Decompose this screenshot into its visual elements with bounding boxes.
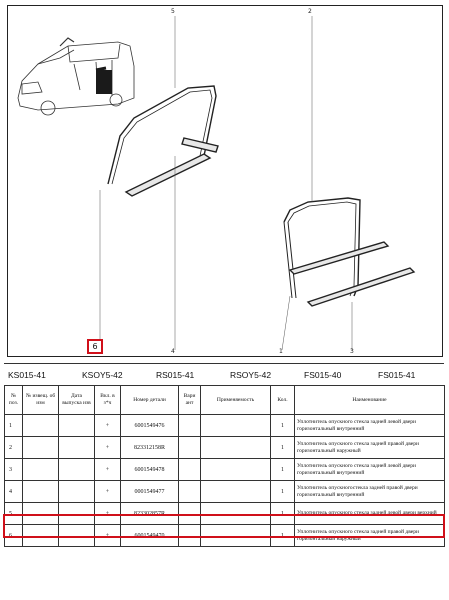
header-variant: Вари ант — [179, 386, 201, 415]
row-applicability — [201, 481, 271, 503]
row-pos: 3 — [5, 459, 23, 481]
applicability-codes — [4, 366, 444, 384]
header-date: Дата выпуска изв — [59, 386, 95, 415]
row-included: + — [95, 437, 121, 459]
row-included: + — [95, 415, 121, 437]
row-included: + — [95, 503, 121, 525]
row-included: + — [95, 459, 121, 481]
row-date — [59, 415, 95, 437]
row-pos: 5 — [5, 503, 23, 525]
table-row[interactable] — [5, 415, 445, 437]
code-label: KS015-41 — [8, 370, 46, 380]
table-row[interactable] — [5, 481, 445, 503]
row-included: + — [95, 525, 121, 547]
row-applicability — [201, 415, 271, 437]
row-variant — [179, 459, 201, 481]
diagram-drawing — [8, 6, 444, 358]
row-part-number: 0001549477 — [121, 481, 179, 503]
row-name: Уплотнитель опускногостекла задней правой двери горизонтальный внутренний — [295, 481, 445, 503]
row-notice — [23, 481, 59, 503]
row-applicability — [201, 459, 271, 481]
row-applicability — [201, 437, 271, 459]
row-notice — [23, 459, 59, 481]
row-name: Уплотнитель опускного стекла задней правой двери горизонтальный наружный — [295, 437, 445, 459]
header-notice: № извещ. об изм — [23, 386, 59, 415]
row-notice — [23, 525, 59, 547]
row-part-number: 6001549476 — [121, 415, 179, 437]
row-notice — [23, 503, 59, 525]
table-row[interactable] — [5, 503, 445, 525]
row-notice — [23, 415, 59, 437]
row-included: + — [95, 481, 121, 503]
code-label: FS015-41 — [378, 370, 416, 380]
row-qty: 1 — [271, 437, 295, 459]
row-applicability — [201, 525, 271, 547]
row-notice — [23, 437, 59, 459]
row-variant — [179, 525, 201, 547]
callout-1: 1 — [279, 348, 283, 355]
table-row-selected[interactable] — [5, 525, 445, 547]
header-pos: № поз. — [5, 386, 23, 415]
table-row[interactable] — [5, 459, 445, 481]
row-part-number: 6001549470 — [121, 525, 179, 547]
table-row[interactable] — [5, 437, 445, 459]
row-qty: 1 — [271, 525, 295, 547]
row-variant — [179, 503, 201, 525]
header-part-number: Номер детали — [121, 386, 179, 415]
header-included: Вкл. в з*ч — [95, 386, 121, 415]
car-illustration — [18, 38, 134, 115]
row-name: Уплотнитель опускного стекла задней левой двери верхний — [295, 503, 445, 525]
header-applicability: Применяемость — [201, 386, 271, 415]
callout-2: 2 — [308, 8, 312, 15]
callout-3: 3 — [350, 348, 354, 355]
table-header-row — [5, 386, 445, 415]
row-date — [59, 525, 95, 547]
callout-6-selected[interactable]: 6 — [87, 339, 103, 354]
row-part-number: 823312158R — [121, 437, 179, 459]
row-name: Уплотнитель опускного стекла задней правой двери горизонтальный наружный — [295, 525, 445, 547]
code-label: KSOY5-42 — [82, 370, 123, 380]
row-qty: 1 — [271, 481, 295, 503]
row-qty: 1 — [271, 415, 295, 437]
row-name: Уплотнитель опускного стекла задней левой двери горизонтальный внутренний — [295, 415, 445, 437]
row-date — [59, 481, 95, 503]
row-part-number: 6001549478 — [121, 459, 179, 481]
row-date — [59, 459, 95, 481]
callout-5: 5 — [171, 8, 175, 15]
row-variant — [179, 415, 201, 437]
row-part-number: 823302857R — [121, 503, 179, 525]
row-pos: 6 — [5, 525, 23, 547]
row-name: Уплотнитель опускного стекла задней левой двери горизонтальный внутренний — [295, 459, 445, 481]
code-label: FS015-40 — [304, 370, 342, 380]
code-label: RS015-41 — [156, 370, 195, 380]
row-variant — [179, 437, 201, 459]
row-applicability — [201, 503, 271, 525]
header-name: Наименование — [295, 386, 445, 415]
parts-diagram — [7, 5, 443, 357]
row-pos: 1 — [5, 415, 23, 437]
seal-part-2 — [284, 198, 414, 306]
row-qty: 1 — [271, 459, 295, 481]
row-pos: 4 — [5, 481, 23, 503]
row-qty: 1 — [271, 503, 295, 525]
row-date — [59, 437, 95, 459]
table-top-divider — [4, 363, 444, 364]
header-qty: Кол. — [271, 386, 295, 415]
parts-table — [4, 385, 445, 547]
callout-4: 4 — [171, 348, 175, 355]
row-pos: 2 — [5, 437, 23, 459]
code-label: RSOY5-42 — [230, 370, 272, 380]
row-date — [59, 503, 95, 525]
seal-part-5 — [108, 86, 218, 196]
row-variant — [179, 481, 201, 503]
